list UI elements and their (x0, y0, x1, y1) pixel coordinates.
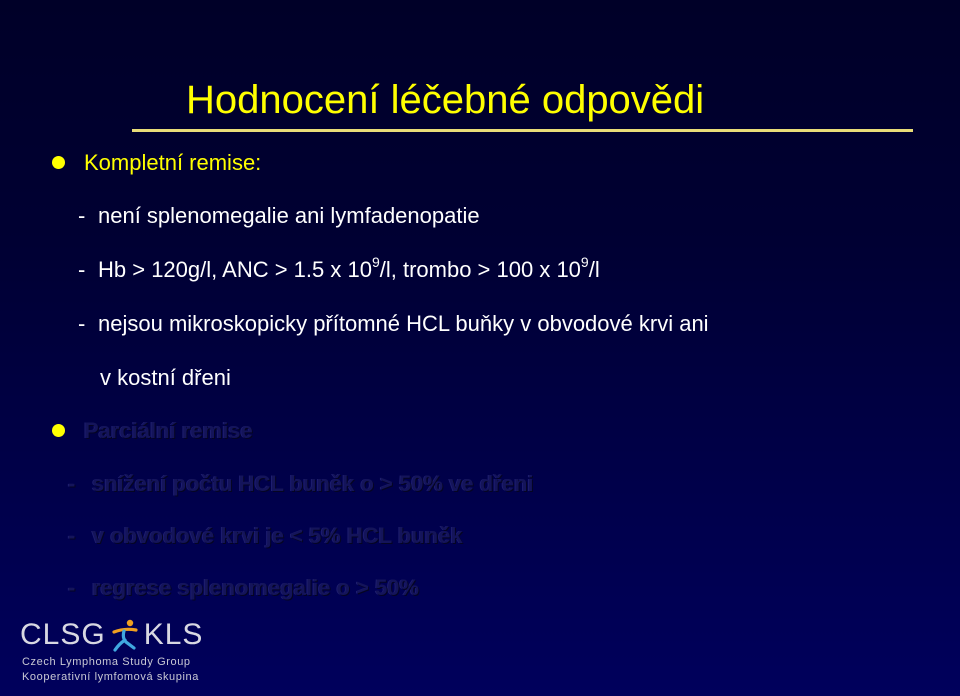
dash-marker: - (68, 575, 76, 600)
lab-text-part: /l, trombo > 100 x 10 (379, 257, 581, 282)
bullet-icon (52, 424, 65, 437)
list-item-text: regrese splenomegalie o > 50% (92, 575, 420, 600)
title-underline (132, 129, 913, 132)
lab-text-part: Hb > 120g/l, ANC > 1.5 x 10 (98, 257, 372, 282)
list-item (68, 522, 463, 550)
section-heading-partial-remission: Parciální remise (84, 418, 253, 443)
list-item (68, 574, 419, 602)
lab-text-part: /l (588, 257, 600, 282)
logo-subtitle-en: Czech Lymphoma Study Group (22, 656, 191, 668)
dash-marker: - (78, 203, 86, 228)
list-item (68, 470, 534, 498)
list-item (78, 202, 480, 230)
dash-marker: - (68, 471, 76, 496)
running-figure-icon (110, 618, 140, 652)
list-item-text: snížení počtu HCL buněk o > 50% ve dřeni (92, 471, 534, 496)
list-item (78, 310, 709, 338)
dash-marker: - (78, 257, 86, 282)
list-item-lab-values (78, 253, 600, 284)
clsg-kls-logo (20, 616, 220, 690)
exponent: 9 (580, 253, 589, 270)
dash-marker: - (78, 311, 86, 336)
logo-wordmark (20, 616, 203, 653)
list-item-text: v obvodové krvi je < 5% HCL buněk (92, 523, 463, 548)
section-heading-complete-remission: Kompletní remise: (84, 150, 262, 175)
list-item-continuation: v kostní dřeni (100, 365, 231, 390)
logo-text-clsg: CLSG (20, 618, 106, 652)
list-item-text: není splenomegalie ani lymfadenopatie (98, 203, 480, 228)
logo-text-kls: KLS (143, 618, 204, 652)
logo-subtitle-cz: Kooperativní lymfomová skupina (22, 671, 199, 683)
dash-marker: - (68, 523, 76, 548)
exponent: 9 (371, 253, 380, 270)
list-item-text: nejsou mikroskopicky přítomné HCL buňky v obvodové krvi ani (98, 311, 709, 336)
bullet-icon (52, 156, 65, 169)
slide-title: Hodnocení léčebné odpovědi (186, 78, 705, 122)
